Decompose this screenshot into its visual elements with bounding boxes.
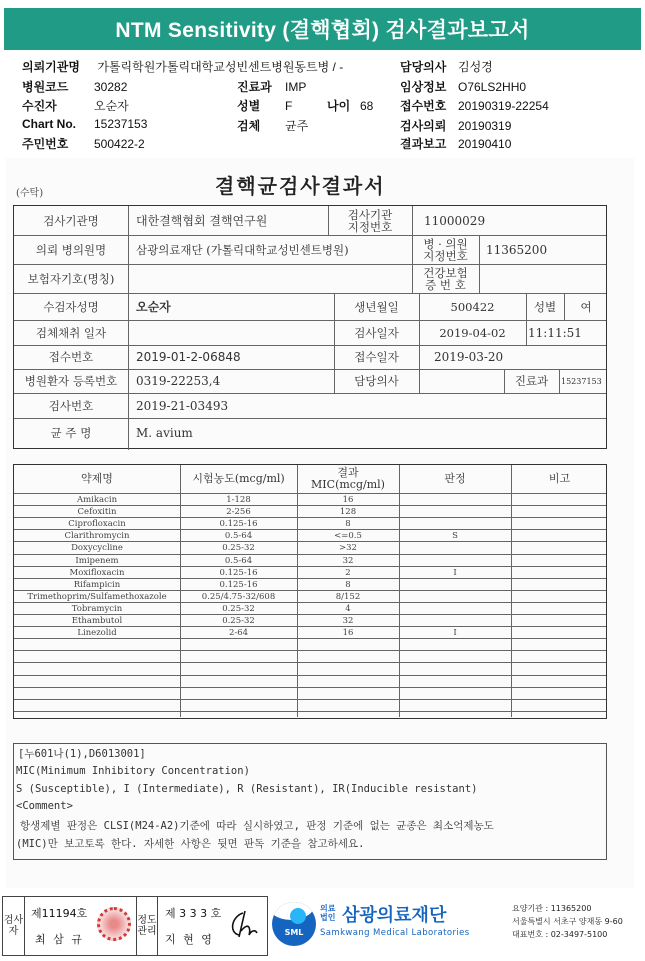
- qc-license: 제 3 3 3 호: [165, 907, 222, 920]
- cell-mic: 8/152: [335, 591, 361, 602]
- chart-no-field: Chart No. 15237153: [22, 117, 148, 131]
- consigned-tag: (수탁): [16, 188, 44, 199]
- sex-value: 여: [580, 299, 592, 314]
- cell-mic: >32: [339, 543, 357, 554]
- hospital-designation-value: 11365200: [486, 242, 548, 257]
- request-date-field: 검사의뢰 20190319: [400, 119, 512, 133]
- clinic-dept-label: 진료과: [514, 374, 549, 388]
- test-date-value: 2019-04-02: [439, 325, 506, 340]
- notes-comment-title: <Comment>: [16, 800, 73, 812]
- strain-label: 균 주 명: [50, 426, 92, 440]
- test-no-value: 2019-21-03493: [136, 398, 229, 413]
- patient-field: 수진자 오순자: [22, 99, 129, 113]
- notes-line-1: MIC(Minimum Inhibitory Concentration): [16, 765, 250, 777]
- cell-mic: 4: [345, 603, 351, 614]
- cell-drug: Tobramycin: [71, 603, 123, 614]
- header-range: 시험농도(mcg/ml): [192, 472, 285, 485]
- header-mic: 결과 MIC(mcg/ml): [311, 466, 385, 491]
- insurance-no-label: 건강보험 증 번 호: [423, 265, 468, 292]
- cell-range: 0.25/4.75-32/608: [201, 591, 276, 602]
- rrn-field: 주민번호 500422-2: [22, 137, 145, 151]
- cell-drug: Doxycycline: [71, 543, 123, 554]
- cell-mic: 16: [342, 628, 354, 639]
- logo-wave-icon: [272, 902, 316, 946]
- cell-mic: 16: [342, 495, 354, 505]
- cell-range: 0.25-32: [222, 543, 255, 554]
- inst-designation-value: 11000029: [424, 213, 486, 228]
- cell-drug: Amikacin: [76, 495, 118, 505]
- clinic-dept-value: 15237153: [561, 376, 602, 386]
- strain-value: M. avium: [136, 426, 193, 440]
- cell-range: 0.25-32: [222, 603, 255, 614]
- cell-mic: 8: [345, 519, 351, 530]
- department-value: 동트병 / -: [294, 60, 344, 74]
- hospital-reg-label: 병원환자 등록번호: [24, 374, 118, 388]
- cell-range: 0.125-16: [219, 579, 258, 590]
- receipt-date-label: 접수일자: [354, 350, 399, 364]
- institution-value: 가톨릭학원가톨릭대학교성빈센트병원: [97, 60, 295, 74]
- inst-designation-label: 검사기관 지정번호: [347, 207, 393, 234]
- cell-drug: Rifampicin: [73, 579, 121, 590]
- receipt-label: 접수번호: [48, 350, 94, 364]
- cell-drug: Ethambutol: [71, 616, 123, 626]
- cell-range: 0.25-32: [222, 616, 255, 626]
- header-note: 비고: [548, 472, 571, 485]
- test-date-label: 검사일자: [354, 325, 399, 340]
- cell-drug: Cefoxitin: [77, 507, 117, 518]
- insurer-label: 보험자기호(명칭): [27, 271, 115, 286]
- collection-date-label: 검체채취 일자: [35, 325, 107, 340]
- qc-name: 지 현 영: [165, 933, 214, 946]
- notes-line-2: S (Susceptible), I (Intermediate), R (Resistant), IR(Inducible resistant): [16, 783, 478, 795]
- receipt-value: 2019-01-2-06848: [136, 350, 241, 364]
- cell-interp: S: [452, 531, 458, 542]
- hospital-designation-label: 병 · 의원 지정번호: [423, 236, 468, 263]
- notes-code: [누601나(1),D6013001]: [18, 748, 146, 760]
- phone-number: 대표번호 : 02-3497-5100: [512, 930, 608, 939]
- patient-name-value: 오순자: [136, 300, 171, 314]
- scan-title: 결핵균검사결과서: [215, 174, 386, 198]
- cell-mic: 2: [345, 567, 351, 578]
- cell-mic: <=0.5: [334, 531, 362, 542]
- ref-hospital-value: 삼광의료재단 (가톨릭대학교성빈센트병원): [136, 242, 349, 257]
- logo-english: Samkwang Medical Laboratories: [320, 928, 470, 938]
- qc-signature-icon: [225, 907, 261, 943]
- examiner-seal-icon: [97, 907, 131, 941]
- cell-interp: I: [453, 567, 457, 578]
- cell-mic: 32: [342, 616, 354, 626]
- cell-mic: 32: [342, 555, 354, 566]
- cell-drug: Linezolid: [77, 628, 117, 639]
- receipt-no-field: 접수번호 20190319-22254: [400, 99, 549, 113]
- cell-range: 0.125-16: [219, 519, 258, 530]
- test-no-label: 검사번호: [48, 398, 94, 413]
- cell-range: 1-128: [226, 495, 251, 505]
- birthdate-label: 생년월일: [354, 299, 399, 314]
- cell-range: 0.5-64: [224, 531, 253, 542]
- ref-hospital-label: 의뢰 병의원명: [35, 242, 107, 257]
- cell-range: 2-64: [228, 628, 249, 639]
- sensitivity-table: [13, 464, 607, 719]
- report-date-field: 결과보고 20190410: [400, 137, 512, 151]
- header-drug: 약제명: [81, 472, 113, 485]
- report-title: NTM Sensitivity (결핵협회) 검사결과보고서: [4, 8, 641, 50]
- attending-doctor-label: 담당의사: [354, 374, 399, 388]
- cell-mic: 128: [339, 507, 357, 518]
- examiner-license: 제11194호: [31, 907, 88, 920]
- logo-corp-tag: 의료 법인: [320, 904, 336, 922]
- sex-label: 성별: [533, 299, 557, 314]
- logo-badge: SML: [284, 928, 304, 937]
- age-field: 나이 68: [327, 99, 374, 113]
- cell-drug: Imipenem: [75, 555, 119, 566]
- specimen-field: 검체 균주: [237, 119, 309, 133]
- address-line: 서울특별시 서초구 양재동 9-60: [512, 917, 623, 926]
- dept-field: 진료과 IMP: [237, 80, 307, 94]
- inst-name-value: 대한결핵협회 결핵연구원: [136, 214, 268, 228]
- cell-range: 2-256: [226, 507, 251, 518]
- clinical-info-field: 임상정보 O76LS2HH0: [400, 80, 527, 94]
- qc-label: 정도관리: [136, 897, 158, 955]
- notes-comment-line-2: (MIC)만 보고토록 한다. 자세한 사항은 뒷면 판독 기준을 참고하세요.: [16, 838, 365, 850]
- cell-drug: Trimethoprim/Sulfamethoxazole: [27, 591, 167, 602]
- hospital-reg-value: 0319-22253,4: [136, 374, 221, 388]
- header-row-1: 의뢰기관명 가톨릭학원가톨릭대학교성빈센트병원동트병 / -: [22, 60, 344, 74]
- doctor-field: 담당의사 김성경: [400, 60, 493, 74]
- hospital-code-field: 병원코드 30282: [22, 80, 128, 94]
- cell-drug: Ciprofloxacin: [68, 519, 126, 530]
- test-time-value: 11:11:51: [528, 325, 582, 340]
- receipt-date-value: 2019-03-20: [434, 350, 504, 364]
- header-interp: 판정: [444, 472, 466, 485]
- cell-drug: Moxifloxacin: [69, 567, 125, 578]
- cell-range: 0.5-64: [224, 555, 253, 566]
- company-address: [512, 902, 623, 941]
- notes-comment-line-1: 항생제별 판정은 CLSI(M24-A2)기준에 따라 실시하였고, 판정 기준에 없는 균종은 최소억제농도: [20, 820, 494, 832]
- examiner-name: 최 삼 규: [35, 933, 84, 946]
- institution-code: 요양기관 : 11365200: [512, 904, 592, 913]
- sex-field: 성별 F: [237, 99, 293, 113]
- logo-name: 삼광의료재단: [342, 905, 447, 926]
- patient-info-form: [13, 205, 607, 449]
- birthdate-value: 500422: [450, 299, 495, 314]
- company-logo: [272, 898, 512, 954]
- cell-mic: 8: [345, 579, 351, 590]
- notes-box: [13, 743, 607, 860]
- inst-name-label: 검사기관명: [43, 213, 99, 228]
- cell-range: 0.125-16: [219, 567, 258, 578]
- cell-drug: Clarithromycin: [64, 531, 130, 542]
- patient-name-label: 수검자성명: [43, 299, 99, 314]
- examiner-label: 검사자: [3, 897, 25, 955]
- cell-interp: I: [453, 628, 457, 639]
- signature-block: [2, 896, 268, 956]
